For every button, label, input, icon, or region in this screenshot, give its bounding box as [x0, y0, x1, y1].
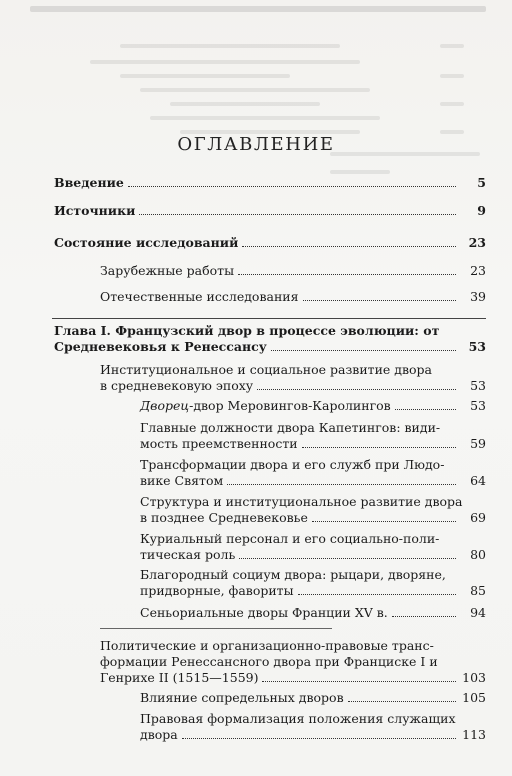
entry-title: в средневековую эпоху: [100, 378, 254, 393]
entry-title-line-2: [140, 473, 486, 489]
page-number: 23: [468, 235, 486, 250]
entry-title: Состояние исследований: [54, 235, 239, 250]
entry-title: Глава I. Французский двор в процессе эволюции: от: [54, 323, 440, 338]
section-divider: [100, 628, 332, 629]
page-number: 80: [470, 547, 486, 562]
toc-entry-domestic-research[interactable]: [100, 289, 486, 305]
dot-leader: [303, 300, 457, 301]
page-number: 23: [470, 263, 486, 278]
page-number: 94: [470, 605, 486, 620]
entry-title: двора: [140, 727, 178, 742]
entry-title: Трансформации двора и его служб при Людо-: [140, 457, 445, 472]
entry-title-line-3: [100, 670, 486, 686]
toc-entry-neighbor-courts-influence[interactable]: [140, 690, 486, 706]
dot-leader: [257, 389, 456, 390]
entry-title-line-1: [100, 362, 486, 378]
entry-title-line-1: [140, 531, 486, 547]
entry-title-line-1: [140, 457, 486, 473]
entry-title-rest: -двор Меровингов-Каролингов: [189, 398, 391, 413]
page-number: 53: [468, 339, 486, 354]
toc-title: ОГЛАВЛЕНИЕ: [177, 134, 335, 155]
dot-leader: [348, 701, 456, 702]
entry-title: тическая роль: [140, 547, 236, 562]
entry-title-line-1: [140, 420, 486, 436]
dot-leader: [395, 409, 456, 410]
entry-title: формации Ренессансного двора при Франциске I и: [100, 654, 438, 669]
dot-leader: [239, 558, 456, 559]
entry-title: в позднее Средневековье: [140, 510, 308, 525]
entry-title-line-2: [140, 436, 486, 452]
entry-title: Благородный социум двора: рыцари, дворяне,: [140, 567, 446, 582]
entry-title-line-1: [140, 711, 486, 727]
page-number: 59: [470, 436, 486, 451]
entry-title: вике Святом: [140, 473, 224, 488]
entry-title-line-2: [100, 378, 486, 394]
dot-leader: [262, 681, 456, 682]
toc-entry-merovingian-court[interactable]: [140, 398, 486, 414]
entry-title: [140, 398, 391, 414]
dot-leader: [139, 214, 456, 215]
entry-title: Средневековья к Ренессансу: [54, 339, 267, 354]
dot-leader: [227, 484, 456, 485]
entry-title: Главные должности двора Капетингов: види-: [140, 420, 441, 435]
page-number: 113: [462, 727, 486, 742]
page-number: 69: [470, 510, 486, 525]
toc-entry-sources[interactable]: [54, 203, 486, 219]
entry-title: Отечественные исследования: [100, 289, 299, 304]
entry-title: мость преемственности: [140, 436, 298, 451]
page-number: 9: [477, 203, 486, 218]
entry-title: Источники: [54, 203, 136, 218]
entry-title: придворные, фавориты: [140, 583, 294, 598]
entry-title: Куриальный персонал и его социально-поли-: [140, 531, 440, 546]
entry-title-line-2: [100, 654, 486, 670]
entry-title-italic: Дворец: [140, 398, 190, 413]
toc-entry-introduction[interactable]: [54, 175, 486, 191]
page-number: 64: [470, 473, 486, 488]
entry-title: Генрихе II (1515—1559): [100, 670, 259, 685]
page-number: 105: [462, 690, 486, 705]
toc-entry-seigneurial-courts[interactable]: [140, 605, 486, 621]
entry-title-line-1: [54, 323, 486, 339]
dot-leader: [298, 594, 456, 595]
toc-entry-research-state[interactable]: [54, 235, 486, 251]
dot-leader: [182, 738, 456, 739]
entry-title: Зарубежные работы: [100, 263, 235, 278]
entry-title-line-2: [140, 583, 486, 599]
entry-title-line-2: [54, 339, 486, 355]
page-number: 39: [470, 289, 486, 304]
dot-leader: [238, 274, 456, 275]
dot-leader: [302, 447, 456, 448]
dot-leader: [312, 521, 456, 522]
entry-title-line-2: [140, 547, 486, 563]
entry-title: Влияние сопредельных дворов: [140, 690, 344, 705]
entry-title-line-1: [140, 494, 486, 510]
entry-title: Политические и организационно-правовые транс-: [100, 638, 434, 653]
dot-leader: [392, 616, 456, 617]
page-number: 85: [470, 583, 486, 598]
dot-leader: [128, 186, 456, 187]
entry-title-line-1: [100, 638, 486, 654]
entry-title-line-2: [140, 510, 486, 526]
entry-title: Институциональное и социальное развитие двора: [100, 362, 433, 377]
entry-title: Введение: [54, 175, 124, 190]
toc-entry-foreign-works[interactable]: [100, 263, 486, 279]
show-through-text: [0, 0, 512, 200]
entry-title-line-2: [140, 727, 486, 743]
section-divider: [52, 318, 486, 319]
page-number: 53: [470, 398, 486, 413]
dot-leader: [271, 350, 456, 351]
page-number: 103: [462, 670, 486, 685]
entry-title: Правовая формализация положения служащих: [140, 711, 456, 726]
entry-title: Сеньориальные дворы Франции XV в.: [140, 605, 388, 620]
dot-leader: [242, 246, 456, 247]
page-number: 5: [477, 175, 486, 190]
entry-title-line-1: [140, 567, 486, 583]
page-number: 53: [470, 378, 486, 393]
entry-title: Структура и институциональное развитие двора: [140, 494, 463, 509]
